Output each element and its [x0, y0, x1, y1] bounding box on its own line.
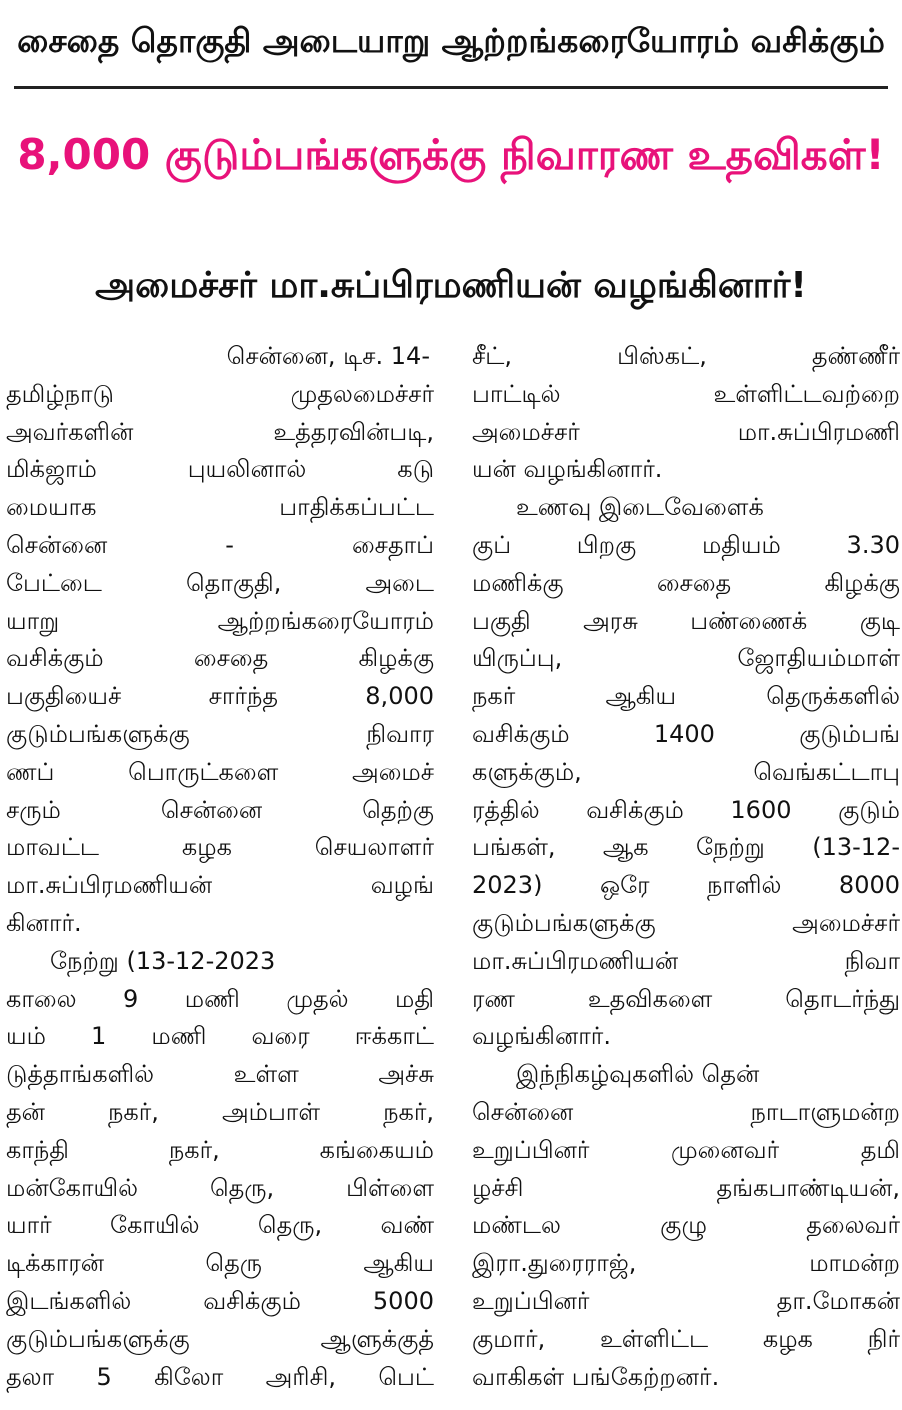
body-line: மா.சுப்பிரமணியன் வழங்: [6, 871, 434, 900]
body-line: இடங்களில் வசிக்கும் 5000: [6, 1286, 434, 1315]
body-line: டுத்தாங்களில் உள்ள அச்சு: [6, 1060, 434, 1089]
body-line: சென்னை - சைதாப்: [6, 530, 434, 559]
body-line: களுக்கும், வெங்கட்டாபு: [472, 757, 900, 786]
body-line: மா.சுப்பிரமணியன் நிவா: [472, 946, 900, 975]
body-line: ரண உதவிகளை தொடர்ந்து: [472, 984, 900, 1013]
body-line: யம் 1 மணி வரை ஈக்காட்: [6, 1022, 434, 1051]
body-line: காந்தி நகர், கங்கையம்: [6, 1135, 434, 1164]
body-line: குடும்பங்களுக்கு நிவார: [6, 719, 434, 748]
body-line: மையாக பாதிக்கப்பட்ட: [6, 493, 434, 522]
heading-divider: [14, 86, 888, 89]
body-line: பேட்டை தொகுதி, அடை: [6, 568, 434, 597]
body-line: வாகிகள் பங்கேற்றனர்.: [472, 1362, 720, 1391]
body-line: தலா 5 கிலோ அரிசி, பெட்: [6, 1362, 434, 1391]
body-line: மணிக்கு சைதை கிழக்கு: [472, 568, 900, 597]
body-line: மாவட்ட கழக செயலாளர்: [6, 833, 434, 862]
body-line: யன் வழங்கினார்.: [472, 455, 663, 484]
body-line: நேற்று (13-12-2023: [50, 946, 276, 975]
body-line: 2023) ஒரே நாளில் 8000: [472, 871, 900, 900]
left-column: [6, 338, 434, 1396]
body-line: உறுப்பினர் முனைவர் தமி: [472, 1135, 900, 1164]
body-line: யிருப்பு, ஜோதியம்மாள்: [472, 644, 900, 673]
body-line: யாறு ஆற்றங்கரையோரம்: [6, 606, 434, 635]
body-line: நகர் ஆகிய தெருக்களில்: [472, 682, 900, 711]
body-line: அவர்களின் உத்தரவின்படி,: [6, 417, 434, 446]
body-line: பகுதி அரசு பண்ணைக் குடி: [472, 606, 900, 635]
body-line: குடும்பங்களுக்கு ஆளுக்குத்: [6, 1324, 434, 1353]
body-line: ரத்தில் வசிக்கும் 1600 குடும்: [472, 795, 900, 824]
kicker-heading: சைதை தொகுதி அடையாறு ஆற்றங்கரையோரம் வசிக்கும்: [17, 21, 885, 60]
body-line: குடும்பங்களுக்கு அமைச்சர்: [472, 908, 900, 937]
body-line: ழச்சி தங்கபாண்டியன்,: [472, 1173, 900, 1202]
body-line: இந்நிகழ்வுகளில் தென்: [516, 1060, 760, 1089]
main-headline: 8,000 குடும்பங்களுக்கு நிவாரண உதவிகள்!: [17, 130, 885, 179]
body-line: யார் கோயில் தெரு, வண்: [6, 1211, 434, 1240]
body-line: டிக்காரன் தெரு ஆகிய: [6, 1249, 434, 1278]
body-line: வசிக்கும் சைதை கிழக்கு: [6, 644, 434, 673]
body-line: தமிழ்நாடு முதலமைச்சர்: [6, 379, 434, 408]
body-line: காலை 9 மணி முதல் மதி: [6, 984, 434, 1013]
body-line: குமார், உள்ளிட்ட கழக நிர்: [472, 1324, 900, 1353]
body-line: சீட், பிஸ்கட், தண்ணீர்: [472, 342, 900, 370]
body-line: பகுதியைச் சார்ந்த 8,000: [6, 682, 434, 711]
body-line: கினார்.: [6, 908, 82, 937]
right-column: [472, 338, 900, 1396]
body-line: வழங்கினார்.: [472, 1022, 611, 1051]
body-line: மண்டல குழு தலைவர்: [472, 1211, 900, 1240]
body-line: மிக்ஜாம் புயலினால் கடு: [6, 455, 434, 484]
sub-headline: அமைச்சர் மா.சுப்பிரமணியன் வழங்கினார்!: [95, 265, 807, 306]
body-line: வசிக்கும் 1400 குடும்பங்: [472, 719, 900, 748]
body-line: இரா.துரைராஜ், மாமன்ற: [472, 1249, 900, 1278]
body-line: உணவு இடைவேளைக்: [516, 493, 764, 522]
body-line: சரும் சென்னை தெற்கு: [6, 795, 434, 824]
body-line: அமைச்சர் மா.சுப்பிரமணி: [472, 417, 900, 446]
body-line: பாட்டில் உள்ளிட்டவற்றை: [472, 379, 900, 408]
body-line: சென்னை நாடாளுமன்ற: [472, 1097, 900, 1126]
body-line: உறுப்பினர் தா.மோகன்: [472, 1286, 900, 1315]
body-line: தன் நகர், அம்பாள் நகர்,: [6, 1097, 434, 1126]
body-line: மன்கோயில் தெரு, பிள்ளை: [6, 1173, 434, 1202]
body-line: ணப் பொருட்களை அமைச்: [6, 757, 434, 786]
body-line: குப் பிறகு மதியம் 3.30: [472, 530, 900, 559]
body-line: சென்னை, டிச. 14-: [226, 342, 430, 370]
body-line: பங்கள், ஆக நேற்று (13-12-: [472, 833, 900, 862]
